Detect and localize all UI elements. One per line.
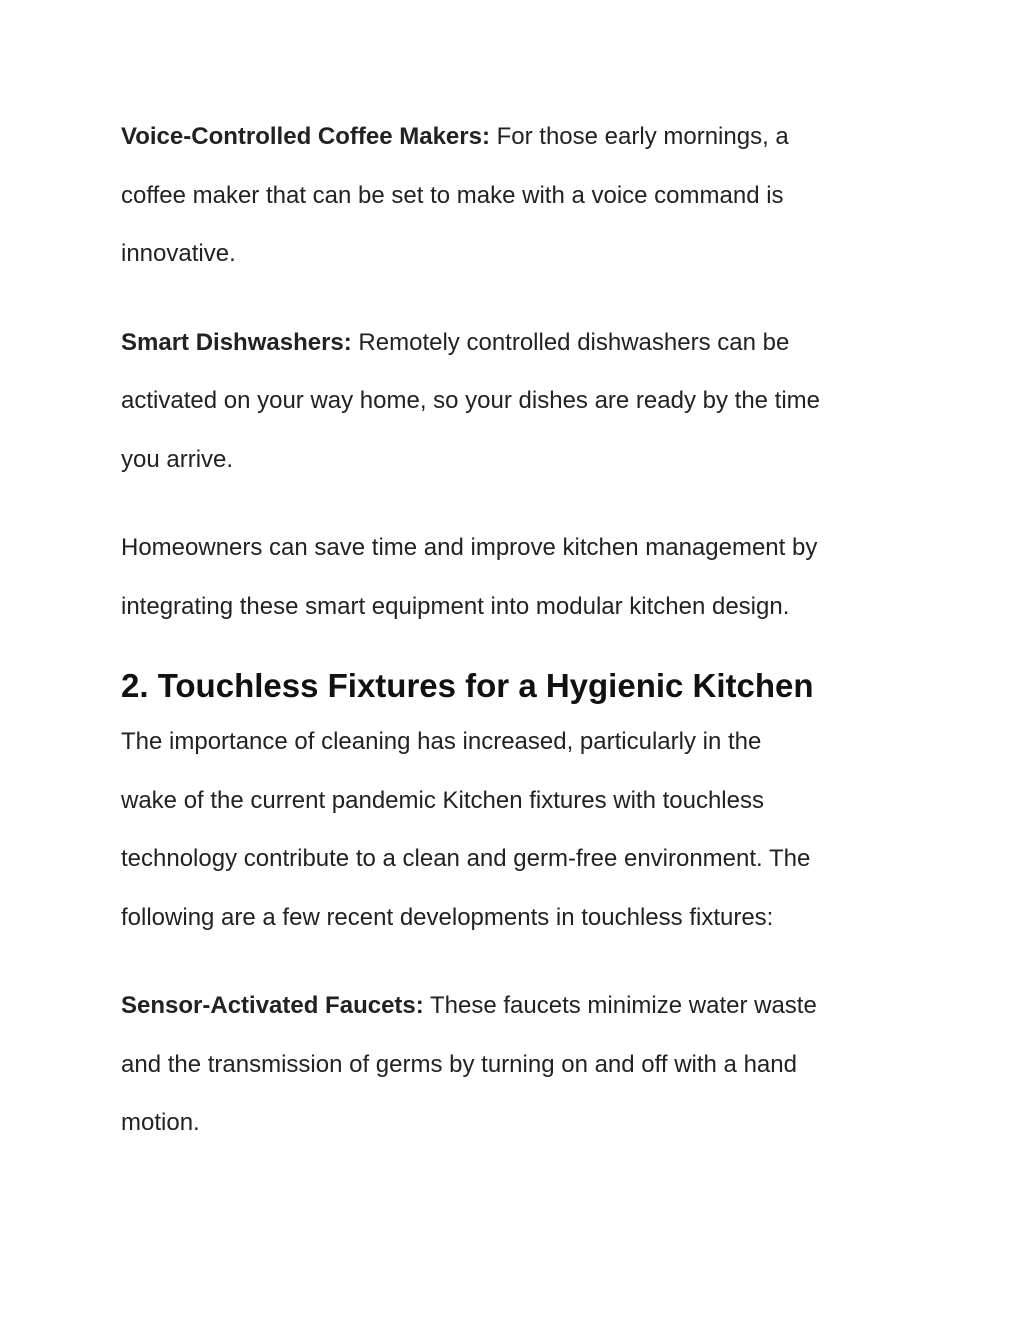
paragraph-text: For those early mornings, a coffee maker that can be set to make with a voice command is innovative. <box>121 123 789 267</box>
paragraph-cleaning-importance <box>121 713 911 947</box>
paragraph-sensor-faucets <box>121 977 911 1153</box>
paragraph-lead: Smart Dishwashers: <box>121 328 352 356</box>
paragraph-text: The importance of cleaning has increased, particularly in the wake of the current pandemic Kitchen fixtures with touchless technology contribute to a clean and germ-free environment. The following are a few recent developments in touchless fixtures: <box>121 728 811 931</box>
paragraph-smart-dishwashers <box>121 314 911 490</box>
paragraph-voice-coffee-makers <box>121 108 911 284</box>
paragraph-lead: Voice-Controlled Coffee Makers: <box>121 123 490 150</box>
document-page <box>121 108 911 1183</box>
paragraph-text: Homeowners can save time and improve kitchen management by integrating these smart equipment into modular kitchen design. <box>121 534 818 620</box>
section-heading: 2. Touchless Fixtures for a Hygienic Kitchen <box>121 667 814 704</box>
paragraph-homeowners <box>121 519 911 636</box>
paragraph-text: These faucets minimize water waste and the transmission of germs by turning on and off with a hand motion. <box>121 992 817 1136</box>
paragraph-lead: Sensor-Activated Faucets: <box>121 992 424 1019</box>
paragraph-text: Remotely controlled dishwashers can be activated on your way home, so your dishes are ready by the time you arrive. <box>121 328 821 473</box>
